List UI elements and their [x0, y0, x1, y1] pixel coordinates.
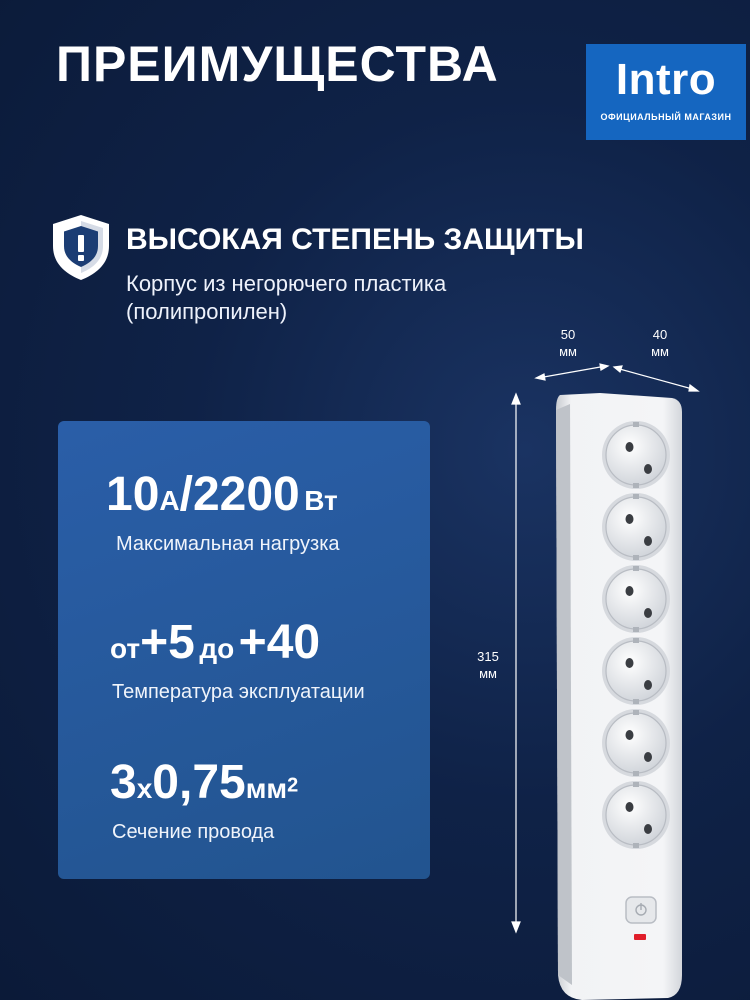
page-title: ПРЕИМУЩЕСТВА [56, 36, 499, 92]
spec-label: Сечение провода [112, 821, 275, 843]
socket [602, 781, 670, 849]
dimension-width: 50 мм [559, 327, 577, 359]
spec-value: 10А/2200 Вт [106, 468, 338, 521]
socket [602, 493, 670, 561]
spec-label: Температура эксплуатации [112, 681, 365, 703]
logo-subtitle: ОФИЦИАЛЬНЫЙ МАГАЗИН [600, 112, 732, 122]
indicator-light [634, 934, 646, 940]
dimension-depth: 40 мм [651, 327, 669, 359]
spec-value: от+5 до +40 [110, 616, 321, 669]
socket [602, 421, 670, 489]
socket [602, 637, 670, 705]
dimension-height: 315 мм [477, 649, 499, 681]
logo-name: Intro [615, 55, 717, 104]
spec-value: 3x0,75мм2 [110, 756, 299, 809]
feature-description: Корпус из негорючего пластика (полипропилен) [126, 271, 447, 324]
socket [602, 565, 670, 633]
feature-title: ВЫСОКАЯ СТЕПЕНЬ ЗАЩИТЫ [126, 223, 584, 256]
socket [602, 709, 670, 777]
spec-label: Максимальная нагрузка [116, 533, 340, 555]
